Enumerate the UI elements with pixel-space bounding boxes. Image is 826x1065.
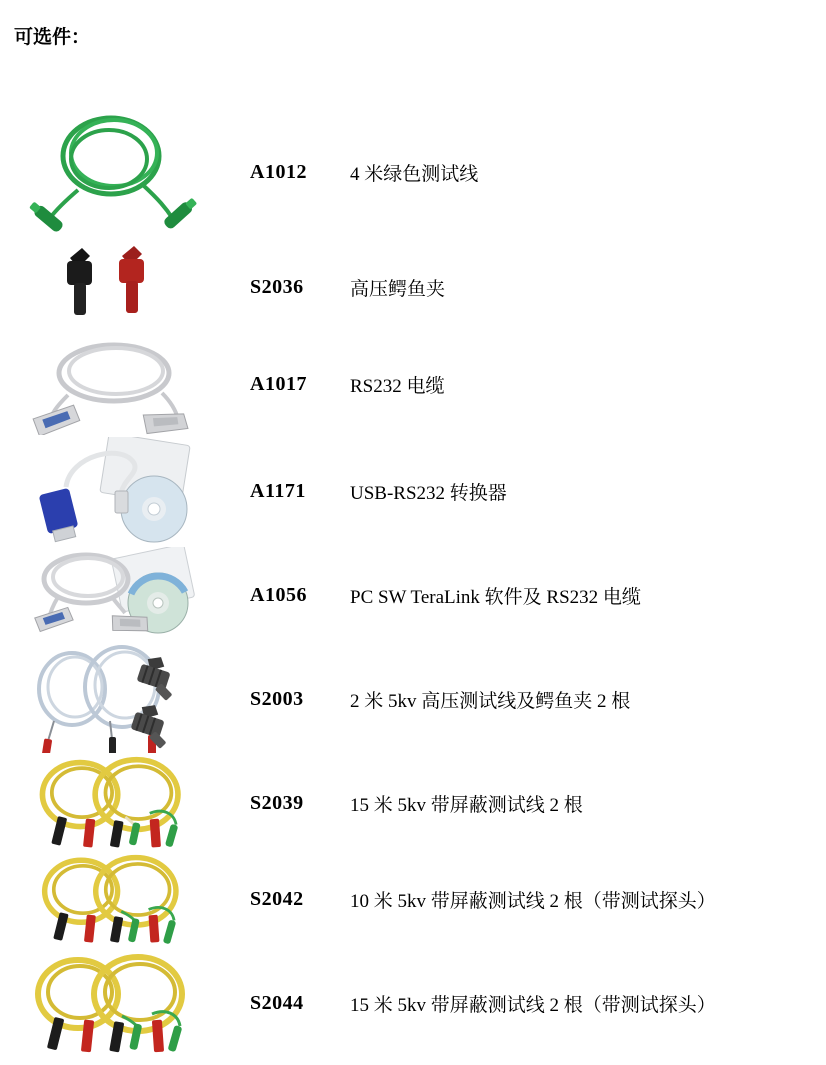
part-number: A1012 <box>250 160 307 183</box>
product-image-cell <box>0 437 250 545</box>
rs232-cable-image <box>26 335 201 435</box>
accessory-row <box>0 852 826 947</box>
accessory-row <box>0 644 826 754</box>
part-number: S2044 <box>250 991 304 1014</box>
accessory-row <box>0 103 826 241</box>
part-description: 高压鳄鱼夹 <box>350 278 446 300</box>
usb-rs232-converter-image <box>26 437 201 545</box>
product-image-cell <box>0 335 250 435</box>
accessory-row <box>0 947 826 1059</box>
part-description: 4 米绿色测试线 <box>350 163 479 185</box>
hv-alligator-clips-image <box>26 244 201 330</box>
accessory-row <box>0 333 826 436</box>
part-number: S2039 <box>250 791 304 814</box>
part-description: 15 米 5kv 带屏蔽测试线 2 根（带测试探头） <box>350 994 716 1016</box>
part-number: S2003 <box>250 687 304 710</box>
product-image-cell <box>0 106 250 238</box>
page-title: 可选件： <box>14 27 91 48</box>
product-image-cell <box>0 244 250 330</box>
yellow-shielded-test-leads-probes-image <box>26 853 201 946</box>
part-description: PC SW TeraLink 软件及 RS232 电缆 <box>350 586 641 608</box>
part-description: RS232 电缆 <box>350 376 445 397</box>
accessory-list <box>0 103 826 1059</box>
product-image-cell <box>0 853 250 946</box>
part-description: USB-RS232 转换器 <box>350 482 507 504</box>
product-image-cell <box>0 755 250 851</box>
product-image-cell <box>0 948 250 1058</box>
accessory-row <box>0 546 826 644</box>
part-description: 10 米 5kv 带屏蔽测试线 2 根（带测试探头） <box>350 891 716 912</box>
yellow-shielded-test-leads-image <box>26 755 201 851</box>
accessory-row <box>0 754 826 852</box>
yellow-shielded-test-leads-probes-image <box>26 948 201 1058</box>
part-number: A1017 <box>250 373 307 395</box>
accessory-row <box>0 241 826 333</box>
part-description: 2 米 5kv 高压测试线及鳄鱼夹 2 根 <box>350 690 631 712</box>
product-image-cell <box>0 547 250 643</box>
green-test-lead-image <box>26 106 201 238</box>
product-image-cell <box>0 645 250 753</box>
part-number: A1171 <box>250 479 306 502</box>
part-number: S2036 <box>250 275 304 298</box>
part-number: A1056 <box>250 583 307 606</box>
part-number: S2042 <box>250 888 304 910</box>
accessory-row <box>0 436 826 546</box>
teralink-software-rs232-cable-image <box>26 547 201 643</box>
part-description: 15 米 5kv 带屏蔽测试线 2 根 <box>350 794 583 816</box>
hv-test-leads-with-clips-image <box>26 645 201 753</box>
